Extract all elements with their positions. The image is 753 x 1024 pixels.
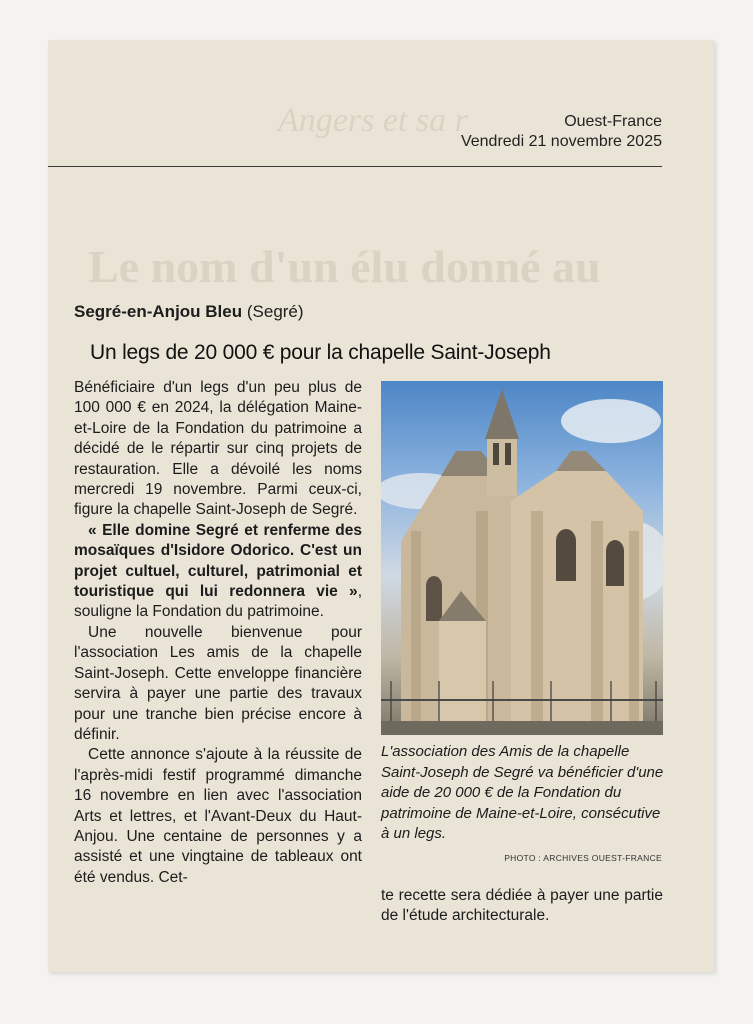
article-body-left-column	[74, 378, 362, 888]
photo-credit: PHOTO : ARCHIVES OUEST-FRANCE	[504, 853, 662, 863]
rubric-place: Segré-en-Anjou Bleu	[74, 302, 243, 321]
chapel-photo	[381, 381, 663, 735]
rubric-town: (Segré)	[246, 302, 304, 321]
source-header	[461, 112, 662, 152]
rubric	[74, 302, 304, 322]
paragraph-event: Cette annonce s'ajoute à la réussite de l'après-midi festif programmé dimanche 16 novembre en lien avec l'association Arts et lettres, et l'Avant-Deux du Haut-Anjou. Une centaine de personnes y a assisté et une vingtaine de tableaux ont été vendus. Cet-	[74, 746, 362, 886]
bleed-through-headline-mid: Le nom d'un élu donné au	[88, 241, 601, 292]
newspaper-name: Ouest-France	[564, 113, 662, 130]
quote-text: « Elle domine Segré et renferme des mosaïques d'Isidore Odorico. C'est un projet cultuel, culturel, patrimonial et touristique qui lui redonnera vie »	[74, 521, 362, 601]
photo-caption: L'association des Amis de la chapelle Saint-Joseph de Segré va bénéficier d'une aide de 20 000 € de la Fondation du patrimoine de Maine-et-Loire, consécutive à un legs.	[381, 743, 664, 843]
paragraph-event-continued: te recette sera dédiée à payer une partie de l'étude architecturale.	[381, 887, 663, 925]
article-body-right-column	[381, 886, 663, 927]
paragraph-association: Une nouvelle bienvenue pour l'association Les amis de la chapelle Saint-Joseph. Cette enveloppe financière servira à payer une partie des travaux pour une tranche bien précise encore à définir.	[74, 623, 362, 743]
chapel-illustration	[381, 381, 663, 735]
article-headline: Un legs de 20 000 € pour la chapelle Saint-Joseph	[90, 341, 551, 364]
paragraph-intro: Bénéficiaire d'un legs d'un peu plus de 100 000 € en 2024, la délégation Maine-et-Loire de la Fondation du patrimoine a décidé de le répartir sur cinq projets de restauration. Elle a dévoilé les noms mercredi 19 novembre. Parmi ceux-ci, figure la chapelle Saint-Joseph de Segré.	[74, 379, 362, 519]
quote-attribution: , souligne la Fondation du patrimoine.	[74, 583, 362, 621]
bleed-through-headline-top: Angers et sa r	[278, 102, 468, 139]
paragraph-quote	[74, 521, 362, 623]
header-rule	[48, 166, 662, 167]
newspaper-clipping	[48, 40, 714, 972]
issue-date: Vendredi 21 novembre 2025	[460, 133, 662, 150]
